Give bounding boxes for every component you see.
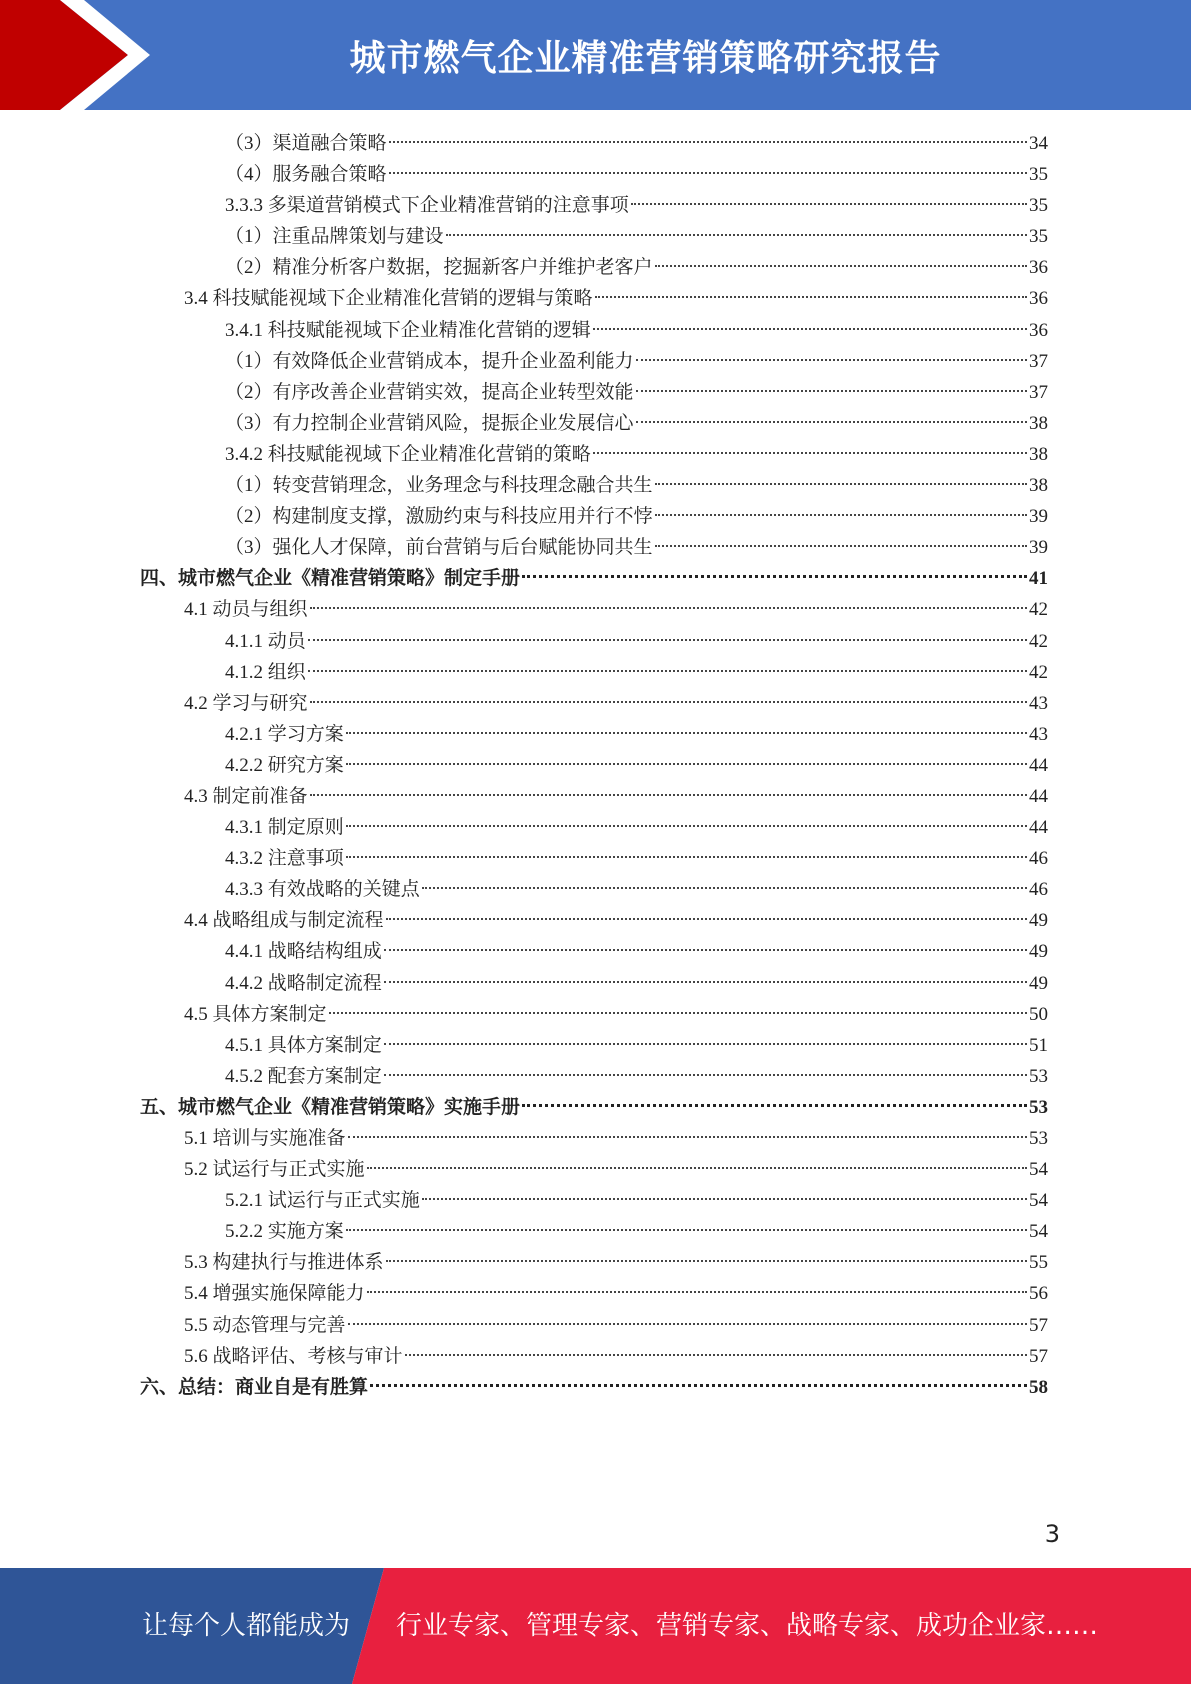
toc-leader-dots — [310, 794, 1027, 796]
toc-entry-title: （3）强化人才保障，前台营销与后台赋能协同共生 — [225, 537, 653, 559]
toc-entry-page: 56 — [1029, 1283, 1048, 1305]
toc-entry[interactable] — [140, 1341, 1048, 1372]
toc-leader-dots — [655, 514, 1027, 516]
toc-entry-page: 44 — [1029, 754, 1048, 776]
toc-entry-page: 39 — [1029, 506, 1048, 528]
toc-entry[interactable] — [140, 843, 1048, 874]
toc-entry[interactable] — [140, 128, 1048, 159]
toc-entry-title: 四、城市燃气企业《精准营销策略》制定手册 — [140, 568, 521, 590]
toc-entry-page: 53 — [1029, 1096, 1048, 1118]
toc-leader-dots — [389, 141, 1027, 143]
toc-entry[interactable] — [140, 781, 1048, 812]
toc-entry-page: 36 — [1029, 257, 1048, 279]
toc-entry-page: 38 — [1029, 475, 1048, 497]
toc-entry[interactable] — [140, 501, 1048, 532]
page-footer — [0, 1568, 1191, 1684]
toc-entry-page: 36 — [1029, 319, 1048, 341]
toc-entry[interactable] — [140, 1216, 1048, 1247]
toc-leader-dots — [370, 1384, 1027, 1387]
toc-entry-title: 4.5.2 配套方案制定 — [225, 1065, 382, 1087]
toc-entry[interactable] — [140, 1123, 1048, 1154]
toc-entry[interactable] — [140, 408, 1048, 439]
toc-entry[interactable] — [140, 252, 1048, 283]
toc-leader-dots — [346, 825, 1027, 827]
toc-leader-dots — [422, 887, 1027, 889]
toc-entry[interactable] — [140, 1154, 1048, 1185]
toc-entry-title: 4.5.1 具体方案制定 — [225, 1034, 382, 1056]
toc-entry-title: （2）有序改善企业营销实效，提高企业转型效能 — [225, 381, 634, 403]
toc-entry[interactable] — [140, 346, 1048, 377]
toc-entry-title: （3）有力控制企业营销风险，提振企业发展信心 — [225, 412, 634, 434]
toc-entry-title: 4.2.2 研究方案 — [225, 754, 344, 776]
toc-entry-title: 4.4.1 战略结构组成 — [225, 941, 382, 963]
toc-leader-dots — [346, 1229, 1027, 1231]
footer-slogan-left: 让每个人都能成为 — [142, 1611, 351, 1641]
toc-leader-dots — [384, 981, 1027, 983]
toc-entry[interactable] — [140, 470, 1048, 501]
toc-leader-dots — [655, 265, 1027, 267]
report-title: 城市燃气企业精准营销策略研究报告 — [349, 37, 942, 79]
toc-entry-title: （3）渠道融合策略 — [225, 133, 387, 154]
toc-entry-title: 4.3 制定前准备 — [184, 785, 308, 807]
toc-entry-title: 4.3.1 制定原则 — [225, 817, 344, 839]
toc-entry-page: 35 — [1029, 164, 1048, 186]
toc-leader-dots — [384, 949, 1027, 951]
toc-leader-dots — [593, 328, 1027, 330]
toc-entry-page: 42 — [1029, 599, 1048, 621]
toc-entry-page: 50 — [1029, 1003, 1048, 1025]
toc-leader-dots — [310, 701, 1027, 703]
toc-entry[interactable] — [140, 812, 1048, 843]
toc-entry-page: 46 — [1029, 879, 1048, 901]
toc-leader-dots — [636, 390, 1027, 392]
toc-entry-title: 4.2 学习与研究 — [184, 692, 308, 714]
toc-entry[interactable] — [140, 999, 1048, 1030]
toc-leader-dots — [636, 421, 1027, 423]
toc-entry[interactable] — [140, 1247, 1048, 1278]
toc-entry[interactable] — [140, 377, 1048, 408]
toc-entry[interactable] — [140, 532, 1048, 563]
toc-entry-page: 55 — [1029, 1252, 1048, 1274]
toc-entry[interactable] — [140, 594, 1048, 625]
toc-entry-title: 5.1 培训与实施准备 — [184, 1128, 346, 1149]
toc-leader-dots — [329, 1012, 1027, 1014]
toc-entry[interactable] — [140, 563, 1048, 594]
toc-leader-dots — [655, 483, 1027, 485]
toc-entry-title: 六、总结：商业自是有胜算 — [140, 1376, 369, 1398]
toc-entry[interactable] — [140, 221, 1048, 252]
toc-entry[interactable] — [140, 874, 1048, 905]
toc-entry[interactable] — [140, 283, 1048, 314]
toc-entry-page: 54 — [1029, 1159, 1048, 1181]
toc-entry-page: 37 — [1029, 350, 1048, 372]
toc-entry-page: 58 — [1029, 1376, 1048, 1398]
toc-entry-title: （1）注重品牌策划与建设 — [225, 226, 444, 248]
toc-entry-title: （1）转变营销理念，业务理念与科技理念融合共生 — [225, 475, 653, 497]
toc-entry-page: 38 — [1029, 443, 1048, 465]
toc-leader-dots — [593, 452, 1027, 454]
header-arrow-graphic — [0, 0, 160, 110]
toc-entry-page: 36 — [1029, 288, 1048, 310]
toc-entry-title: 5.2.1 试运行与正式实施 — [225, 1190, 420, 1212]
toc-leader-dots — [308, 639, 1027, 641]
toc-entry[interactable] — [140, 688, 1048, 719]
toc-entry-page: 38 — [1029, 412, 1048, 434]
toc-entry-title: 3.4 科技赋能视域下企业精准化营销的逻辑与策略 — [184, 288, 593, 310]
toc-entry-title: 4.4 战略组成与制定流程 — [184, 910, 384, 932]
toc-entry-title: （2）构建制度支撑，激励约束与科技应用并行不悖 — [225, 506, 653, 528]
toc-leader-dots — [348, 1323, 1027, 1325]
toc-entry[interactable] — [140, 1092, 1048, 1123]
toc-entry-title: 4.5 具体方案制定 — [184, 1003, 327, 1025]
toc-leader-dots — [346, 763, 1027, 765]
toc-entry-title: 3.4.1 科技赋能视域下企业精准化营销的逻辑 — [225, 319, 591, 341]
toc-entry-page: 49 — [1029, 972, 1048, 994]
toc-entry[interactable] — [140, 159, 1048, 190]
toc-entry[interactable] — [140, 315, 1048, 346]
toc-entry-page: 41 — [1029, 568, 1048, 590]
toc-leader-dots — [655, 545, 1027, 547]
toc-leader-dots — [631, 203, 1027, 205]
toc-entry-title: 4.2.1 学习方案 — [225, 723, 344, 745]
toc-entry-page: 44 — [1029, 785, 1048, 807]
toc-entry-page: 49 — [1029, 910, 1048, 932]
table-of-contents — [140, 128, 1048, 1403]
toc-leader-dots — [522, 575, 1027, 578]
toc-entry-page: 35 — [1029, 226, 1048, 248]
toc-leader-dots — [405, 1354, 1027, 1356]
toc-entry-title: 4.3.2 注意事项 — [225, 848, 344, 870]
toc-leader-dots — [595, 296, 1027, 298]
toc-entry[interactable] — [140, 1030, 1048, 1061]
toc-leader-dots — [310, 607, 1027, 609]
toc-leader-dots — [346, 732, 1027, 734]
toc-entry-page: 57 — [1029, 1314, 1048, 1336]
toc-entry-page: 51 — [1029, 1034, 1048, 1056]
toc-leader-dots — [422, 1198, 1027, 1200]
toc-entry[interactable] — [140, 657, 1048, 688]
toc-entry-title: 4.3.3 有效战略的关键点 — [225, 879, 420, 901]
toc-entry-title: 4.1 动员与组织 — [184, 599, 308, 621]
toc-entry[interactable] — [140, 626, 1048, 657]
toc-entry[interactable] — [140, 190, 1048, 221]
toc-entry-title: 5.3 构建执行与推进体系 — [184, 1252, 384, 1274]
toc-entry-page: 43 — [1029, 723, 1048, 745]
toc-entry[interactable] — [140, 1310, 1048, 1341]
toc-entry-page: 42 — [1029, 661, 1048, 683]
toc-entry-title: 5.2.2 实施方案 — [225, 1221, 344, 1243]
toc-entry-page: 53 — [1029, 1128, 1048, 1149]
toc-entry-title: 4.4.2 战略制定流程 — [225, 972, 382, 994]
toc-entry-page: 44 — [1029, 817, 1048, 839]
toc-entry-title: 4.1.1 动员 — [225, 630, 306, 652]
toc-entry-title: 3.3.3 多渠道营销模式下企业精准营销的注意事项 — [225, 195, 629, 217]
toc-leader-dots — [346, 856, 1027, 858]
toc-entry-page: 35 — [1029, 195, 1048, 217]
toc-entry-title: 五、城市燃气企业《精准营销策略》实施手册 — [140, 1096, 521, 1118]
toc-entry-page: 53 — [1029, 1065, 1048, 1087]
toc-leader-dots — [446, 234, 1027, 236]
toc-leader-dots — [384, 1074, 1027, 1076]
toc-leader-dots — [308, 670, 1027, 672]
toc-entry[interactable] — [140, 968, 1048, 999]
toc-leader-dots — [348, 1136, 1027, 1138]
page-number: 3 — [1044, 1520, 1060, 1548]
toc-entry-title: （4）服务融合策略 — [225, 164, 387, 186]
toc-entry-title: 3.4.2 科技赋能视域下企业精准化营销的策略 — [225, 443, 591, 465]
toc-leader-dots — [522, 1104, 1027, 1107]
toc-entry[interactable] — [140, 750, 1048, 781]
toc-entry[interactable] — [140, 719, 1048, 750]
toc-entry-title: （1）有效降低企业营销成本，提升企业盈利能力 — [225, 350, 634, 372]
toc-entry-page: 34 — [1029, 133, 1048, 154]
toc-leader-dots — [384, 1043, 1027, 1045]
toc-leader-dots — [386, 1260, 1027, 1262]
toc-entry-page: 49 — [1029, 941, 1048, 963]
toc-entry[interactable] — [140, 1185, 1048, 1216]
toc-entry-title: 5.2 试运行与正式实施 — [184, 1159, 365, 1181]
page-header — [0, 0, 1191, 110]
toc-leader-dots — [389, 172, 1027, 174]
toc-entry-title: （2）精准分析客户数据，挖掘新客户并维护老客户 — [225, 257, 653, 279]
toc-leader-dots — [636, 359, 1027, 361]
toc-entry-page: 39 — [1029, 537, 1048, 559]
toc-entry-page: 54 — [1029, 1190, 1048, 1212]
toc-leader-dots — [367, 1291, 1027, 1293]
toc-entry-page: 54 — [1029, 1221, 1048, 1243]
toc-entry[interactable] — [140, 1278, 1048, 1309]
toc-entry-title: 4.1.2 组织 — [225, 661, 306, 683]
footer-slogan-right: 行业专家、管理专家、营销专家、战略专家、成功企业家…… — [396, 1611, 1099, 1641]
toc-entry-title: 5.4 增强实施保障能力 — [184, 1283, 365, 1305]
toc-entry[interactable] — [140, 905, 1048, 936]
toc-entry-page: 37 — [1029, 381, 1048, 403]
toc-entry-title: 5.6 战略评估、考核与审计 — [184, 1345, 403, 1367]
toc-entry-page: 42 — [1029, 630, 1048, 652]
toc-entry[interactable] — [140, 936, 1048, 967]
toc-entry-page: 43 — [1029, 692, 1048, 714]
toc-entry[interactable] — [140, 439, 1048, 470]
toc-entry[interactable] — [140, 1372, 1048, 1403]
toc-leader-dots — [386, 918, 1027, 920]
toc-entry-title: 5.5 动态管理与完善 — [184, 1314, 346, 1336]
toc-entry[interactable] — [140, 1061, 1048, 1092]
toc-entry-page: 57 — [1029, 1345, 1048, 1367]
toc-entry-page: 46 — [1029, 848, 1048, 870]
toc-leader-dots — [367, 1167, 1027, 1169]
